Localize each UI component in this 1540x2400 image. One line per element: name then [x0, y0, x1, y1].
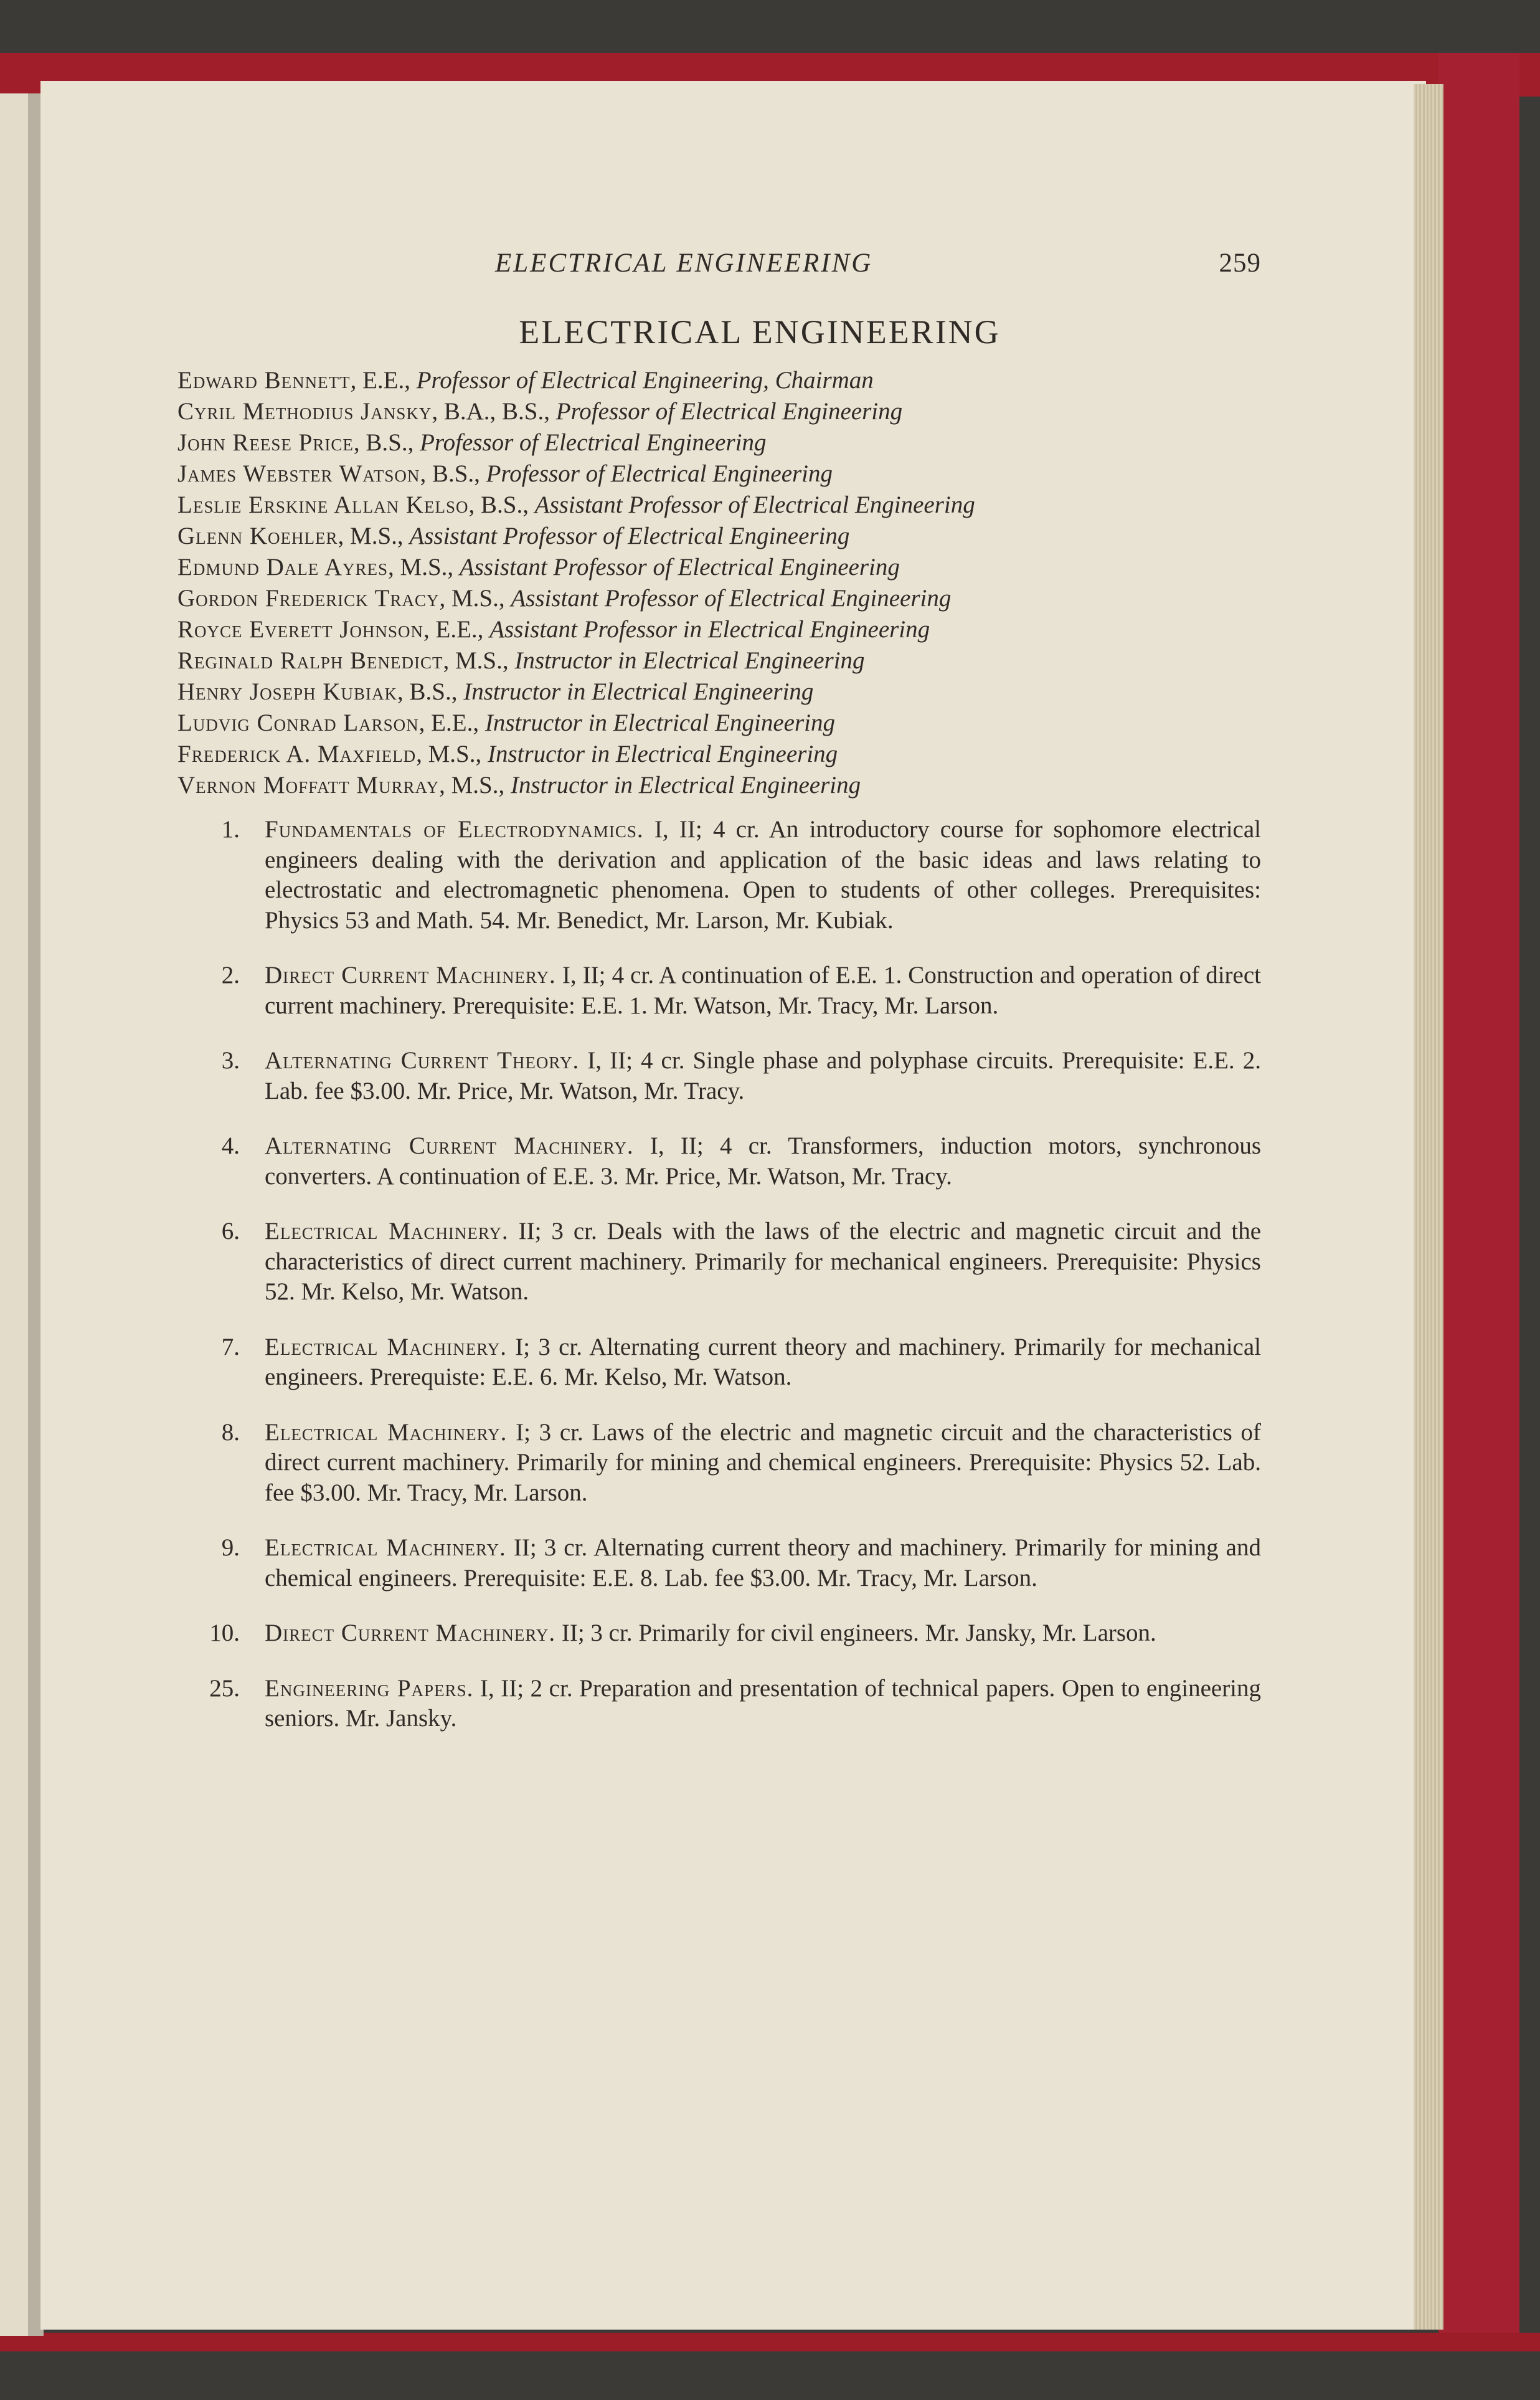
faculty-rank: Professor of Electrical Engineering, Chairman — [416, 367, 874, 394]
faculty-rank: Assistant Professor of Electrical Engineering — [511, 585, 952, 612]
faculty-name: Glenn Koehler — [177, 523, 338, 549]
faculty-name: John Reese Price — [177, 429, 354, 456]
faculty-degree: E.E. — [435, 616, 478, 643]
course-list — [177, 815, 1261, 1734]
faculty-degree: M.S. — [451, 772, 499, 799]
faculty-degree: M.S. — [400, 554, 448, 581]
course-number: 25. — [209, 1674, 240, 1702]
faculty-rank: Professor of Electrical Engineering — [420, 429, 767, 456]
faculty-entry: Edmund Dale Ayres, M.S., Assistant Professor of Electrical Engineering — [177, 554, 900, 581]
faculty-degree: B.S. — [409, 678, 451, 705]
faculty-rank: Professor of Electrical Engineering — [555, 398, 903, 425]
running-head-title: ELECTRICAL ENGINEERING — [495, 249, 873, 278]
course-number: 10. — [209, 1620, 240, 1646]
faculty-entry: Gordon Frederick Tracy, M.S., Assistant Professor of Electrical Engineering — [177, 585, 952, 612]
faculty-degree: M.S. — [350, 523, 397, 549]
course-title: Direct Current Machinery. — [265, 962, 556, 989]
book-cover-right-edge — [1438, 53, 1519, 2351]
course-entry — [177, 1217, 1261, 1307]
course-title: Electrical Machinery. — [265, 1218, 509, 1245]
course-title: Direct Current Machinery. — [265, 1620, 556, 1646]
faculty-rank: Instructor in Electrical Engineering — [488, 741, 838, 767]
faculty-name: Henry Joseph Kubiak — [177, 678, 398, 705]
faculty-rank: Instructor in Electrical Engineering — [510, 772, 861, 799]
faculty-entry: Reginald Ralph Benedict, M.S., Instructor in Electrical Engineering — [177, 647, 865, 674]
course-number: 9. — [221, 1534, 240, 1561]
faculty-name: Cyril Methodius Jansky — [177, 398, 432, 425]
course-title: Fundamentals of Electrodynamics. — [265, 816, 644, 843]
faculty-entry: Vernon Moffatt Murray, M.S., Instructor in Electrical Engineering — [177, 772, 861, 799]
faculty-name: Frederick A. Maxfield — [177, 741, 417, 767]
faculty-rank: Assistant Professor in Electrical Engineering — [489, 616, 930, 643]
course-title: Alternating Current Machinery. — [265, 1132, 634, 1159]
course-number: 6. — [221, 1218, 240, 1245]
course-title: Electrical Machinery. — [265, 1418, 508, 1446]
course-entry — [177, 1332, 1261, 1393]
faculty-name: Edward Bennett — [177, 367, 351, 394]
faculty-degree: B.S. — [432, 460, 475, 487]
faculty-degree: B.A., B.S. — [443, 398, 544, 425]
course-title: Engineering Papers. — [265, 1674, 474, 1702]
course-description: I; 3 cr. Alternating current theory and machinery. Primarily for mechanical engineers. Prerequiste: E.E. 6. Mr. Kelso, Mr. Watson. — [265, 1333, 1261, 1390]
faculty-name: Royce Everett Johnson — [177, 616, 423, 643]
faculty-list — [177, 365, 1261, 801]
running-head — [177, 243, 1261, 287]
faculty-rank: Assistant Professor of Electrical Engineering — [534, 491, 975, 518]
course-description: I, II; 4 cr. Transformers, induction motors, synchronous converters. A continuation of E.E. 3. Mr. Price, Mr. Watson, Mr. Tracy. — [265, 1132, 1261, 1190]
course-description: II; 3 cr. Alternating current theory and machinery. Primarily for mining and chemical engineers. Prerequisite: E.E. 8. Lab. fee $3.00. Mr. Tracy, Mr. Larson. — [265, 1534, 1261, 1591]
faculty-degree: E.E. — [362, 367, 405, 394]
faculty-name: Gordon Frederick Tracy — [177, 585, 440, 612]
course-entry — [177, 1674, 1261, 1734]
course-description: II; 3 cr. Deals with the laws of the electric and magnetic circuit and the characteristics of direct current machinery. Primarily for mechanical engineers. Prerequisite: Physics 52. Mr. Kelso, Mr. Watson. — [265, 1218, 1262, 1305]
faculty-entry: John Reese Price, B.S., Professor of Electrical Engineering — [177, 429, 767, 456]
faculty-entry: Ludvig Conrad Larson, E.E., Instructor in Electrical Engineering — [177, 709, 835, 736]
faculty-rank: Professor of Electrical Engineering — [486, 460, 833, 487]
course-entry — [177, 1131, 1261, 1192]
faculty-entry: Glenn Koehler, M.S., Assistant Professor of Electrical Engineering — [177, 523, 850, 549]
faculty-degree: E.E. — [431, 709, 473, 736]
course-number: 1. — [221, 816, 240, 843]
faculty-entry: Edward Bennett, E.E., Professor of Electrical Engineering, Chairman — [177, 367, 874, 394]
course-title: Electrical Machinery. — [265, 1333, 507, 1360]
faculty-entry: Cyril Methodius Jansky, B.A., B.S., Professor of Electrical Engineering — [177, 398, 903, 425]
course-entry — [177, 1046, 1261, 1106]
course-description: I; 3 cr. Laws of the electric and magnetic circuit and the characteristics of direct current machinery. Primarily for mining and chemical engineers. Prerequisite: Physics 52. Lab. fee $3.00. Mr. Tracy, Mr. Larson. — [265, 1418, 1261, 1506]
faculty-rank: Instructor in Electrical Engineering — [463, 678, 814, 705]
course-entry — [177, 815, 1261, 936]
course-number: 8. — [221, 1418, 240, 1446]
faculty-name: Leslie Erskine Allan Kelso — [177, 491, 469, 518]
course-number: 4. — [221, 1132, 240, 1159]
faculty-degree: M.S. — [428, 741, 476, 767]
course-number: 7. — [221, 1333, 240, 1360]
faculty-entry: Henry Joseph Kubiak, B.S., Instructor in Electrical Engineering — [177, 678, 814, 705]
department-title: ELECTRICAL ENGINEERING — [519, 313, 1001, 351]
faculty-name: Vernon Moffatt Murray — [177, 772, 440, 799]
course-entry — [177, 1418, 1261, 1509]
faculty-entry: James Webster Watson, B.S., Professor of Electrical Engineering — [177, 460, 833, 487]
faculty-rank: Instructor in Electrical Engineering — [514, 647, 865, 674]
page-stack-edge — [1414, 84, 1443, 2330]
faculty-degree: M.S. — [451, 585, 499, 612]
faculty-entry: Leslie Erskine Allan Kelso, B.S., Assistant Professor of Electrical Engineering — [177, 491, 975, 518]
course-description: I, II; 4 cr. Single phase and polyphase circuits. Prerequisite: E.E. 2. Lab. fee $3.00. Mr. Price, Mr. Watson, Mr. Tracy. — [265, 1047, 1262, 1104]
faculty-name: James Webster Watson — [177, 460, 420, 487]
course-description: I, II; 4 cr. An introductory course for sophomore electrical engineers dealing with the derivation and application of the basic ideas and laws relating to electrostatic and electromagnetic phenomena. Open to students of other colleges. Prerequisites: Physics 53 and Math. 54. Mr. Benedict, Mr. Larson, Mr. Kubiak. — [265, 816, 1261, 934]
faculty-name: Edmund Dale Ayres — [177, 554, 389, 581]
faculty-entry: Frederick A. Maxfield, M.S., Instructor in Electrical Engineering — [177, 741, 838, 767]
faculty-rank: Instructor in Electrical Engineering — [484, 709, 835, 736]
faculty-rank: Assistant Professor of Electrical Engineering — [409, 523, 850, 549]
course-description: I, II; 2 cr. Preparation and presentation of technical papers. Open to engineering seniors. Mr. Jansky. — [265, 1674, 1262, 1732]
course-entry — [177, 960, 1261, 1021]
course-title: Electrical Machinery. — [265, 1534, 506, 1561]
page-text — [177, 243, 1261, 2105]
course-entry — [177, 1618, 1261, 1649]
faculty-degree: B.S. — [366, 429, 408, 456]
course-description: II; 3 cr. Primarily for civil engineers. Mr. Jansky, Mr. Larson. — [561, 1620, 1156, 1646]
page-number: 259 — [1219, 249, 1261, 278]
faculty-entry: Royce Everett Johnson, E.E., Assistant Professor in Electrical Engineering — [177, 616, 930, 643]
faculty-name: Ludvig Conrad Larson — [177, 709, 419, 736]
faculty-degree: M.S. — [455, 647, 503, 674]
course-description: I, II; 4 cr. A continuation of E.E. 1. Construction and operation of direct current machinery. Prerequisite: E.E. 1. Mr. Watson, Mr. Tracy, Mr. Larson. — [265, 962, 1262, 1019]
course-title: Alternating Current Theory. — [265, 1047, 580, 1074]
course-number: 3. — [221, 1047, 240, 1074]
course-number: 2. — [221, 962, 240, 989]
faculty-name: Reginald Ralph Benedict — [177, 647, 443, 674]
faculty-degree: B.S. — [481, 491, 523, 518]
book-cover-bottom-edge — [0, 2333, 1540, 2351]
course-entry — [177, 1533, 1261, 1593]
faculty-rank: Assistant Professor of Electrical Engineering — [459, 554, 900, 581]
